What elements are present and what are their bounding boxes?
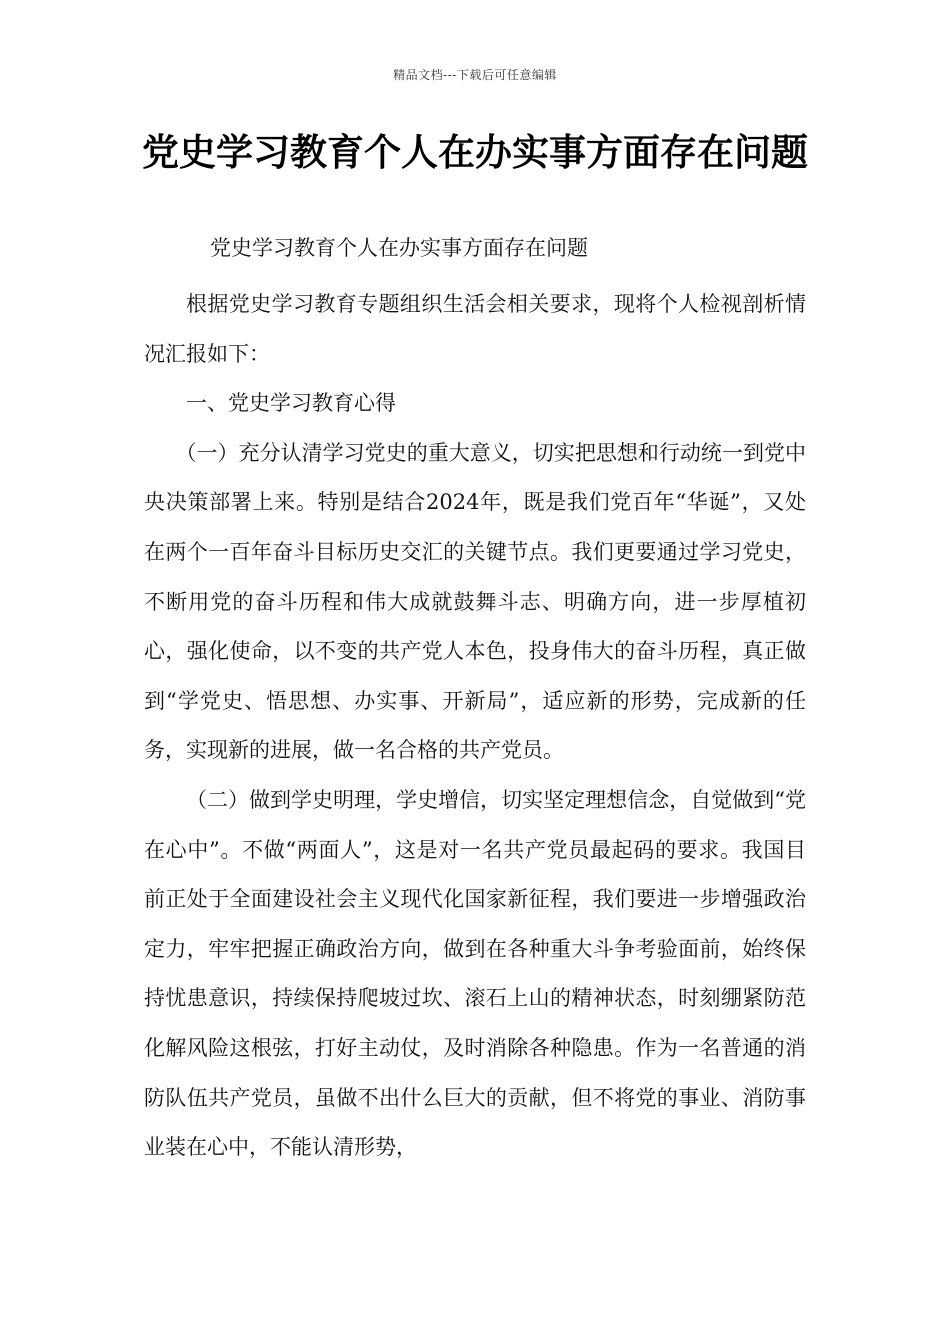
paragraph-point-1: （一）充分认清学习党史的重大意义，切实把思想和行动统一到党中央决策部署上来。特别是结合2024年，既是我们党百年“华诞”，又处在两个一百年奋斗目标历史交汇的关键节点。我们更要通过学习党史，不断用党的奋斗历程和伟大成就鼓舞斗志、明确方向，进一步厚植初心，强化使命，以不变的共产党人本色，投身伟大的奋斗历程，真正做到“学党史、悟思想、办实事、开新局”，适应新的形势，完成新的任务，实现新的进展，做一名合格的共产党员。 <box>144 440 806 763</box>
document-title: 党史学习教育个人在办实事方面存在问题 <box>142 131 808 174</box>
section-heading: 一、党史学习教育心得 <box>186 391 396 416</box>
document-subtitle: 党史学习教育个人在办实事方面存在问题 <box>210 236 588 260</box>
paragraph-point-2: （二）做到学史明理，学史增信，切实坚定理想信念，自觉做到“党在心中”。不做“两面人”，这是对一名共产党员最起码的要求。我国目前正处于全面建设社会主义现代化国家新征程，我们要进一步增强政治定力，牢牢把握正确政治方向，做到在各种重大斗争考验面前，始终保持忧患意识，持续保持爬坡过坎、滚石上山的精神状态，时刻绷紧防范化解风险这根弦，打好主动仗，及时消除各种隐患。作为一名普通的消防队伍共产党员，虽做不出什么巨大的贡献，但不将党的事业、消防事业装在心中，不能认清形势， <box>144 787 806 1160</box>
paragraph-intro: 根据党史学习教育专题组织生活会相关要求，现将个人检视剖析情况汇报如下： <box>144 292 806 366</box>
header-note: 精品文档---下载后可任意编辑 <box>393 68 557 82</box>
document-body <box>144 228 806 1173</box>
